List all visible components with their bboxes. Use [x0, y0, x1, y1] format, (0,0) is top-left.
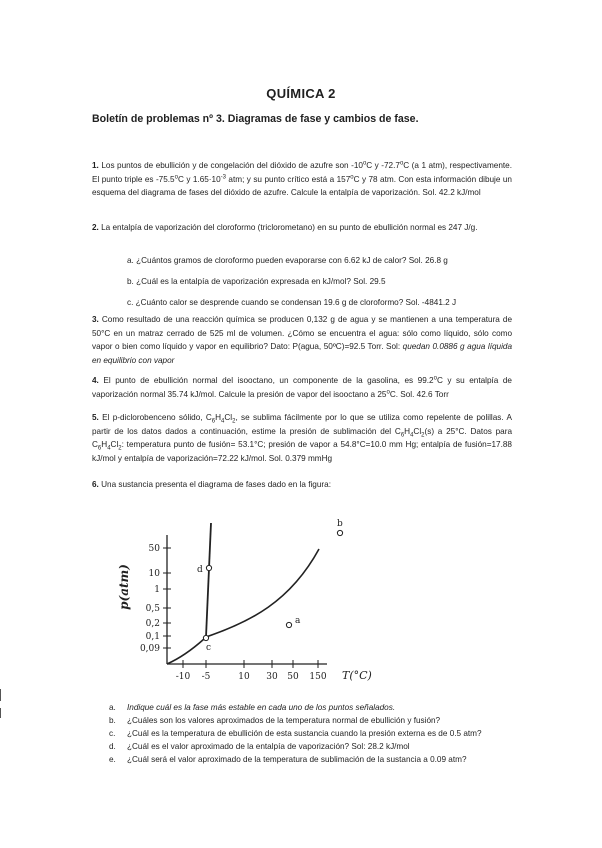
- document-subtitle: Boletín de problemas nº 3. Diagramas de fase y cambios de fase.: [92, 113, 419, 125]
- question-a: a. Indique cuál es la fase más estable en cada uno de los puntos señalados.: [109, 703, 396, 712]
- problem-2-c: c. ¿Cuánto calor se desprende cuando se condensan 19.6 g de cloroformo? Sol. -4841.2 J: [127, 298, 457, 307]
- point-b: [337, 530, 342, 535]
- point-c: [203, 635, 208, 640]
- point-b-label: b: [337, 519, 343, 529]
- question-b: b. ¿Cuáles son los valores aproximados de la temperatura normal de ebullición y fusión?: [109, 716, 441, 725]
- problem-5: 5. El p-diclorobenceno sólido, $C_6H_4Cl_2$, se sublima fácilmente por lo que se utiliza como repelente de polillas. A partir de los datos dados a continuación, estime la presión de sublimación del $C_6H_4Cl_2(s)$ a 25°C. Datos para $C_6H_4Cl_2$: temperatura punto de fusión= 53.1°C; presión de vapor a 54.8°C=10.0 mm Hg; entalpía de fusión=17.88 kJ/mol y entalpía de vaporización=72.22 kJ/mol. Sol. 0.379 mmHg: [92, 413, 512, 463]
- problem-6: 6. Una sustancia presenta el diagrama de fases dado en la figura:: [92, 480, 331, 489]
- point-d: [206, 565, 211, 570]
- problem-1: 1. Los puntos de ebullición y de congelación del dióxido de azufre son -10$^o$C y -72.7$^o$C (a 1 atm), respectivamente. El punto triple es -75.5$^o$C y $1.65\cdot 10^{-3}$ atm; y su punto crítico está a 157$^o$C y 78 atm. Con esta información dibuje un esquema del diagrama de fases del dióxido de azufre. Calcule la entalpía de vaporización. Sol. 42.2 kJ/mol: [92, 160, 512, 198]
- point-d-label: d: [197, 565, 203, 575]
- vaporization-curve: [206, 549, 319, 637]
- y-tick-label: 0,1: [145, 632, 160, 642]
- x-axis-label: T(°C): [342, 669, 372, 682]
- fusion-curve: [206, 523, 211, 637]
- y-tick-label: 0,5: [145, 604, 160, 614]
- x-tick-label: 150: [309, 672, 327, 682]
- point-c-label: c: [206, 643, 212, 653]
- x-tick-label: 30: [266, 672, 278, 682]
- y-tick-label: 10: [148, 569, 160, 579]
- point-a-label: a: [295, 616, 301, 626]
- problem-2: 2. La entalpía de vaporización del cloroformo (triclorometano) en su punto de ebullición normal es 247 J/g.: [92, 223, 478, 232]
- x-tick-label: 10: [238, 672, 250, 682]
- y-tick-label: 1: [154, 585, 160, 595]
- x-tick-label: -5: [201, 672, 211, 682]
- question-e: e. ¿Cuál será el valor aproximado de la temperatura de sublimación de la sustancia a 0.09 atm?: [109, 755, 467, 764]
- question-c: c. ¿Cuál es la temperatura de ebullición de esta sustancia cuando la presión externa es de 0.5 atm?: [109, 729, 482, 738]
- point-a: [286, 622, 291, 627]
- document-title: QUÍMICA 2: [266, 86, 336, 101]
- problem-2-b: b. ¿Cuál es la entalpía de vaporización expresada en kJ/mol? Sol. 29.5: [127, 277, 386, 286]
- y-tick-label: 50: [148, 544, 160, 554]
- y-tick-label: 0,09: [139, 644, 160, 654]
- problem-2-a: a. ¿Cuántos gramos de cloroformo pueden evaporarse con 6.62 kJ de calor? Sol. 26.8 g: [127, 256, 448, 265]
- y-axis-label: p(atm): [117, 564, 131, 610]
- problem-3: 3. Como resultado de una reacción química se producen 0,132 g de agua y se mantienen a una temperatura de 50°C en un matraz cerrado de 525 ml de volumen. ¿Cómo se encuentra el agua: sólo como líquido, sólo como vapor o bien como líquido y vapor en equilibrio? Dato: P(agua, 50ºC)=92.5 Torr. Sol: quedan 0.0886 g agua líquida en equilibrio con vapor: [92, 315, 513, 365]
- x-tick-label: 50: [287, 672, 299, 682]
- question-d: d. ¿Cuál es el valor aproximado de la entalpía de vaporización? Sol: 28.2 kJ/mol: [109, 742, 410, 751]
- x-tick-label: -10: [175, 672, 191, 682]
- problem-4: 4. El punto de ebullición normal del isooctano, un componente de la gasolina, es 99.2$^o$C y su entalpía de vaporización normal 35.74 kJ/mol. Calcule la presión de vapor del isooctano a 25$^o$C. Sol. 42.6 Torr: [92, 375, 512, 399]
- y-tick-label: 0,2: [145, 619, 160, 629]
- sublimation-curve: [167, 639, 204, 664]
